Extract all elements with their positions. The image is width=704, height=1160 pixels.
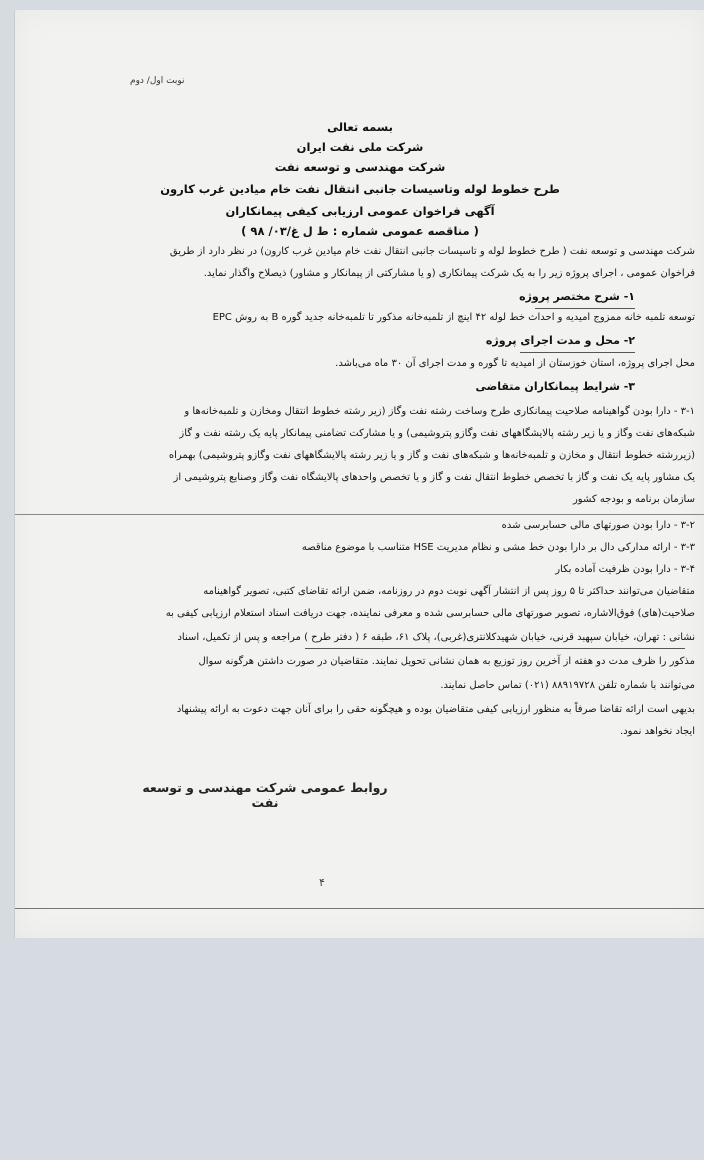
closing-line: ایجاد نخواهد نمود. (620, 726, 695, 737)
bottom-rule (15, 908, 704, 909)
intro-line-2: فراخوان عمومی ، اجرای پروژه زیر را به یک شرکت پیمانکاری (و یا مشارکتی از پیمانکار و مشاور) ذیصلاح واگذار نماید. (203, 268, 695, 279)
condition-line: ۳-۳ - ارائه مدارکی دال بر دارا بودن خط مشی و نظام مدیریت HSE متناسب با موضوع مناقصه (301, 542, 695, 553)
intro-line-1: شرکت مهندسی و توسعه نفت ( طرح خطوط لوله و تاسیسات جانبی انتقال نفت خام میادین غرب کارون) در نظر دارد از طریق (169, 246, 695, 257)
condition-line: ۳-۲ - دارا بودن صورتهای مالی حسابرسی شده (501, 520, 695, 531)
section-1-title: ۱- شرح مختصر پروژه (519, 290, 635, 303)
section-3-title: ۳- شرایط پیمانکاران متقاضی (475, 380, 635, 393)
condition-line: ۳-۱ - دارا بودن گواهینامه صلاحیت پیمانکاری طرح وساخت رشته نفت وگاز (زیر رشته خطوط انتقال ومخازن و تلمبه‌خانه‌ها و (184, 406, 695, 417)
closing-line: مذکور را ظرف مدت دو هفته از آخرین روز توزیع به همان نشانی تحویل نمایند. متقاضیان در صورت داشتن هرگونه سوال (198, 656, 695, 667)
header-subsidiary: شرکت مهندسی و توسعه نفت (274, 160, 446, 174)
header-notice-title: آگهی فراخوان عمومی ارزیابی کیفی پیمانکاران (225, 204, 495, 218)
condition-line: یک مشاور پایه یک نفت و گاز با تخصص خطوط انتقال نفت و گاز و یا تخصص واحدهای پالایشگاه نفت وگاز وصنایع پتروشیمی از (173, 472, 695, 483)
document-page (14, 10, 704, 938)
page-number: ۴ (319, 876, 325, 889)
closing-line: صلاحیت(های) فوق‌الاشاره، تصویر صورتهای مالی حسابرسی شده و معرفی نماینده، جهت دریافت اسناد استعلام ارزیابی کیفی به (165, 608, 695, 619)
header-bismillah: بسمه تعالی (327, 120, 393, 134)
header-project: طرح خطوط لوله وتاسیسات جانبی انتقال نفت خام میادین غرب کارون (160, 182, 560, 196)
closing-line: نشانی : تهران، خیابان سپهبد قرنی، خیابان شهیدکلانتری(غربی)، پلاک ۶۱، طبقه ۶ ( دفتر طرح ) مراجعه و پس از تکمیل، اسناد (177, 632, 695, 643)
section-2-title: ۲- محل و مدت اجرای پروژه (485, 334, 635, 347)
condition-line: ۳-۴ - دارا بودن ظرفیت آماده بکار (555, 564, 695, 575)
fold-line (15, 514, 704, 515)
section-2-text: محل اجرای پروژه، استان خوزستان از امیدیه تا گوره و مدت اجرای آن ۳۰ ماه می‌باشد. (335, 358, 695, 369)
condition-line: شبکه‌های نفت وگاز و یا زیر رشته پالایشگاههای نفت وگازو پتروشیمی) و یا مشارکت تضامنی پیمانکار پایه یک رشته نفت و گاز (179, 428, 695, 439)
closing-line: بدیهی است ارائه تقاضا صرفاً به منظور ارزیابی کیفی متقاضیان بوده و هیچگونه حقی را برای آنان جهت دعوت به ارائه پیشنهاد (176, 704, 695, 715)
header-tender-number: ( مناقصه عمومی شماره : ط ل غ/۰۳/ ۹۸ ) (241, 224, 479, 238)
condition-line: سازمان برنامه و بودجه کشور (572, 494, 695, 505)
section-1-text: توسعه تلمبه خانه ممزوج امیدیه و احداث خط لوله ۴۲ اینچ از تلمبه‌خانه مذکور تا تلمبه‌خانه جدید گوره B به روش EPC (212, 312, 695, 323)
section-2-underline (520, 352, 635, 353)
section-1-underline (535, 308, 635, 309)
condition-line: (زیررشته خطوط انتقال و مخازن و تلمبه‌خانه‌ها و شبکه‌های نفت و گاز و یا زیر رشته پالایشگاههای نفت وگازو پتروشیمی) بهمراه (168, 450, 695, 461)
address-underline (305, 648, 685, 649)
closing-line: متقاضیان می‌توانند حداکثر تا ۵ روز پس از انتشار آگهی نوبت دوم در روزنامه، ضمن ارائه تقاضای کتبی، تصویر گواهینامه (203, 586, 695, 597)
turn-label: نوبت اول/ دوم (130, 76, 185, 86)
header-company: شرکت ملی نفت ایران (296, 140, 424, 154)
public-relations-signature: روابط عمومی شرکت مهندسی و توسعه نفت (142, 780, 388, 810)
closing-line: می‌توانند با شماره تلفن ۸۸۹۱۹۷۲۸ (۰۲۱) تماس حاصل نمایند. (440, 680, 695, 691)
